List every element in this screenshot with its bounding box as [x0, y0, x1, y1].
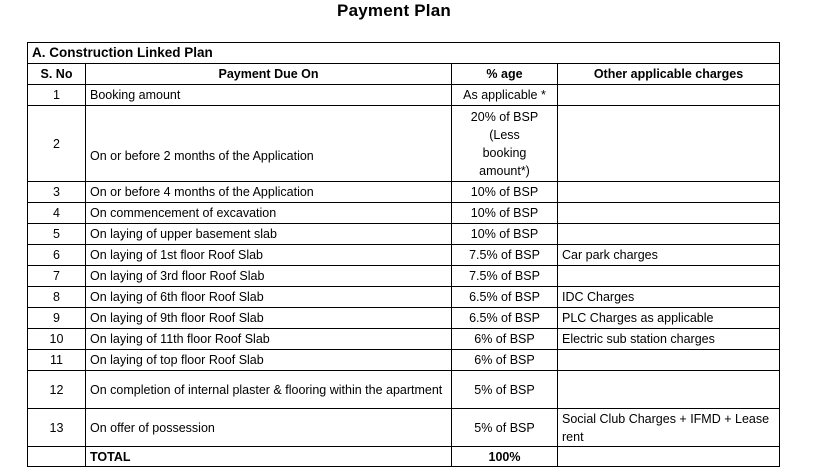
cell-due: On commencement of excavation [86, 203, 452, 224]
cell-sno [28, 447, 86, 467]
cell-other: Car park charges [558, 245, 780, 266]
table-row [28, 245, 780, 266]
cell-other [558, 350, 780, 371]
payment-plan-table [27, 42, 780, 467]
table-row [28, 329, 780, 350]
cell-due: On completion of internal plaster & flooring within the apartment [86, 371, 452, 409]
cell-other [558, 106, 780, 182]
cell-sno: 5 [28, 224, 86, 245]
header-sno: S. No [28, 64, 86, 85]
cell-pct: 6% of BSP [452, 350, 558, 371]
cell-other: PLC Charges as applicable [558, 308, 780, 329]
section-row [28, 43, 780, 64]
cell-other [558, 203, 780, 224]
section-title: A. Construction Linked Plan [28, 43, 780, 64]
total-row [28, 447, 780, 467]
cell-pct: As applicable * [452, 85, 558, 106]
cell-sno: 7 [28, 266, 86, 287]
cell-sno: 12 [28, 371, 86, 409]
cell-pct: 6.5% of BSP [452, 308, 558, 329]
cell-due: On or before 4 months of the Application [86, 182, 452, 203]
cell-pct: 5% of BSP [452, 409, 558, 447]
cell-other [558, 447, 780, 467]
total-label: TOTAL [86, 447, 452, 467]
table-row [28, 203, 780, 224]
cell-other: Social Club Charges + IFMD + Lease rent [558, 409, 780, 447]
cell-other [558, 85, 780, 106]
cell-pct: 6% of BSP [452, 329, 558, 350]
header-due: Payment Due On [86, 64, 452, 85]
cell-sno: 11 [28, 350, 86, 371]
cell-due: On offer of possession [86, 409, 452, 447]
cell-pct: 5% of BSP [452, 371, 558, 409]
cell-sno: 4 [28, 203, 86, 224]
cell-due: On laying of 1st floor Roof Slab [86, 245, 452, 266]
cell-due: On laying of 6th floor Roof Slab [86, 287, 452, 308]
cell-sno: 1 [28, 85, 86, 106]
total-pct: 100% [452, 447, 558, 467]
table-row [28, 224, 780, 245]
page-title: Payment Plan [337, 1, 451, 20]
header-row [28, 64, 780, 85]
cell-sno: 8 [28, 287, 86, 308]
cell-pct: 6.5% of BSP [452, 287, 558, 308]
cell-due: On laying of 9th floor Roof Slab [86, 308, 452, 329]
cell-pct: 20% of BSP (Less booking amount*) [452, 106, 558, 182]
cell-due: On or before 2 months of the Application [86, 106, 452, 182]
cell-due: On laying of 11th floor Roof Slab [86, 329, 452, 350]
cell-other [558, 182, 780, 203]
table-row [28, 287, 780, 308]
cell-other [558, 224, 780, 245]
cell-sno: 6 [28, 245, 86, 266]
cell-pct: 7.5% of BSP [452, 245, 558, 266]
cell-sno: 3 [28, 182, 86, 203]
table-row [28, 182, 780, 203]
table-row [28, 85, 780, 106]
header-pct: % age [452, 64, 558, 85]
cell-sno: 2 [28, 106, 86, 182]
table-row [28, 350, 780, 371]
cell-pct: 10% of BSP [452, 203, 558, 224]
table-row [28, 106, 780, 182]
cell-due: On laying of upper basement slab [86, 224, 452, 245]
cell-other: IDC Charges [558, 287, 780, 308]
header-other: Other applicable charges [558, 64, 780, 85]
cell-pct: 7.5% of BSP [452, 266, 558, 287]
cell-other [558, 371, 780, 409]
cell-due: Booking amount [86, 85, 452, 106]
table-row [28, 266, 780, 287]
cell-due: On laying of top floor Roof Slab [86, 350, 452, 371]
cell-due: On laying of 3rd floor Roof Slab [86, 266, 452, 287]
cell-sno: 9 [28, 308, 86, 329]
cell-other: Electric sub station charges [558, 329, 780, 350]
table-row [28, 371, 780, 409]
table-row [28, 308, 780, 329]
cell-pct: 10% of BSP [452, 182, 558, 203]
cell-pct: 10% of BSP [452, 224, 558, 245]
cell-other [558, 266, 780, 287]
table-row [28, 409, 780, 447]
cell-sno: 13 [28, 409, 86, 447]
cell-sno: 10 [28, 329, 86, 350]
